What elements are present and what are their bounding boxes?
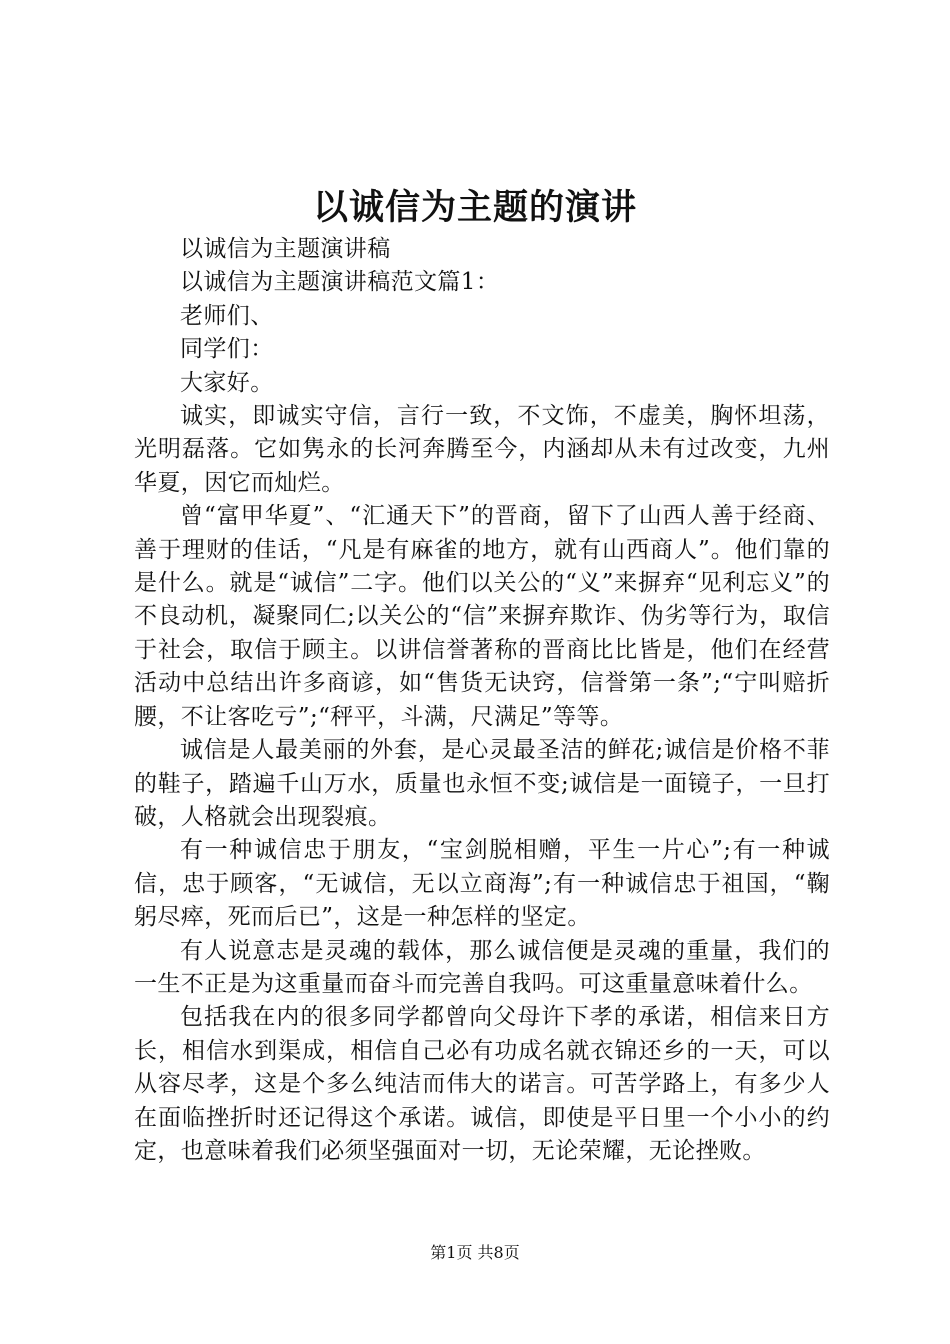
page-footer: 第1页 共8页 [430, 1243, 520, 1262]
paragraph-greeting: 大家好。 [180, 369, 274, 396]
paragraph-body: 有人说意志是灵魂的载体，那么诚信便是灵魂的重量，我们的一生不正是为这重量而奋斗而完善自我吗。可这重量意味着什么。 [134, 937, 830, 997]
document-body [134, 233, 830, 1168]
paragraph-salutation-students: 同学们： [180, 336, 274, 363]
document-title: 以诚信为主题的演讲 [312, 187, 637, 228]
paragraph-body: 诚信是人最美丽的外套，是心灵最圣洁的鲜花;诚信是价格不菲的鞋子，踏遍千山万水，质量也永恒不变;诚信是一面镜子，一旦打破，人格就会出现裂痕。 [134, 737, 830, 830]
paragraph-salutation-teachers: 老师们、 [180, 302, 274, 329]
paragraph-subtitle: 以诚信为主题演讲稿 [180, 236, 391, 262]
paragraph-body: 包括我在内的很多同学都曾向父母许下孝的承诺，相信来日方长，相信水到渠成，相信自己必有功成名就衣锦还乡的一天，可以从容尽孝，这是个多么纯洁而伟大的诺言。可苦学路上，有多少人在面临挫折时还记得这个承诺。诚信，即使是平日里一个小小的约定，也意味着我们必须坚强面对一切，无论荣耀，无论挫败。 [134, 1004, 830, 1164]
paragraph-body: 曾“富甲华夏”、“汇通天下”的晋商，留下了山西人善于经商、善于理财的佳话，“凡是有麻雀的地方，就有山西商人”。他们靠的是什么。就是“诚信”二字。他们以关公的“义”来摒弃“见利忘义”的不良动机，凝聚同仁;以关公的“信”来摒弃欺诈、伪劣等行为，取信于社会，取信于顾主。以讲信誉著称的晋商比比皆是，他们在经营活动中总结出许多商谚，如“售货无诀窍，信誉第一条”;“宁叫赔折腰，不让客吃亏”;“秤平，斗满，尺满足”等等。 [134, 503, 830, 730]
paragraph-body: 有一种诚信忠于朋友，“宝剑脱相赠，平生一片心”;有一种诚信，忠于顾客，“无诚信，无以立商海”;有一种诚信忠于祖国，“鞠躬尽瘁，死而后已”，这是一种怎样的坚定。 [134, 837, 830, 931]
paragraph-heading: 以诚信为主题演讲稿范文篇1： [180, 269, 500, 296]
paragraph-body: 诚实，即诚实守信，言行一致，不文饰，不虚美，胸怀坦荡，光明磊落。它如隽永的长河奔腾至今，内涵却从未有过改变，九州华夏，因它而灿烂。 [134, 403, 830, 496]
